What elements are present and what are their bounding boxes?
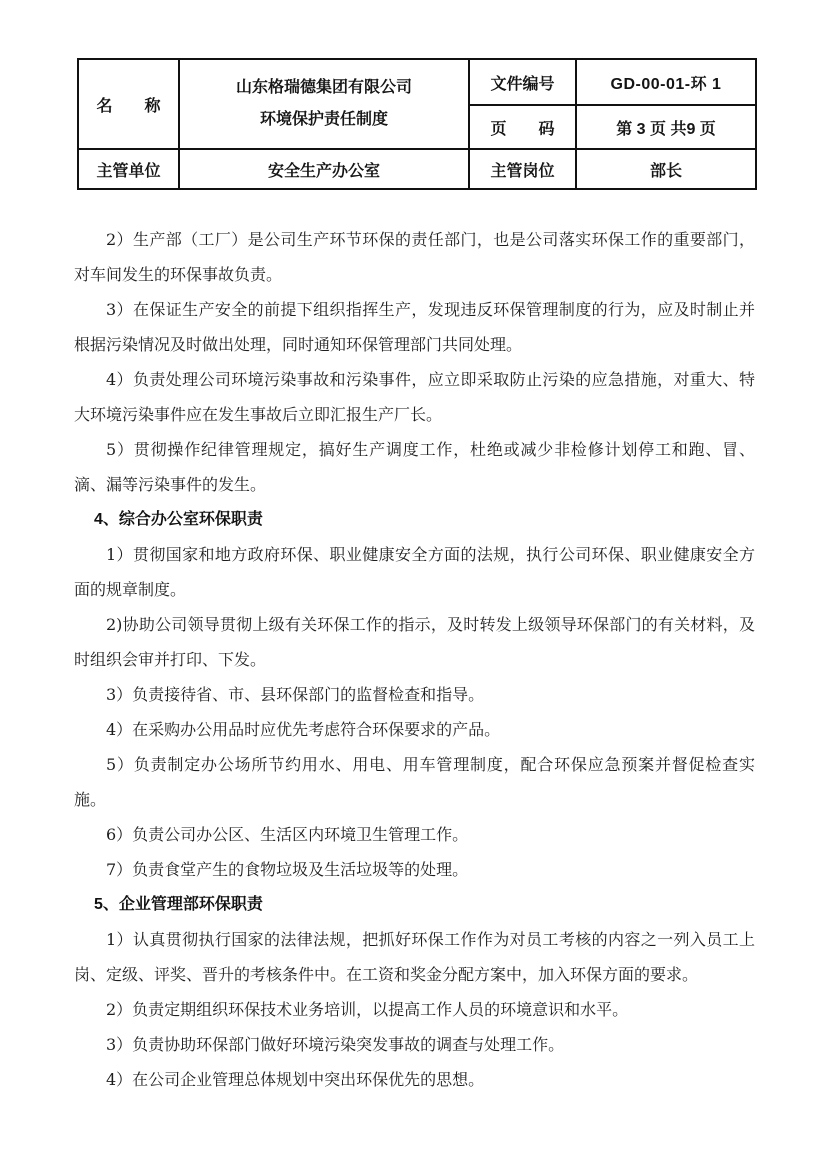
name-label-cell: 名 称 [78, 59, 179, 149]
body-paragraph: 2)协助公司领导贯彻上级有关环保工作的指示，及时转发上级领导环保部门的有关材料，及时组织会审并打印、下发。 [74, 615, 755, 669]
body-paragraph: 3）在保证生产安全的前提下组织指挥生产，发现违反环保管理制度的行为，应及时制止并根据污染情况及时做出处理，同时通知环保管理部门共同处理。 [74, 300, 755, 354]
body-paragraph: 1）贯彻国家和地方政府环保、职业健康安全方面的法规，执行公司环保、职业健康安全方面的规章制度。 [74, 545, 755, 599]
body-paragraph: 7）负责食堂产生的食物垃圾及生活垃圾等的处理。 [106, 860, 469, 879]
document-title-line-2: 环境保护责任制度 [259, 111, 388, 128]
doc-number-label-cell: 文件编号 [469, 59, 576, 105]
body-paragraph: 3）负责协助环保部门做好环境污染突发事故的调查与处理工作。 [106, 1035, 565, 1054]
body-paragraph: 6）负责公司办公区、生活区内环境卫生管理工作。 [106, 825, 469, 844]
section-heading: 5、企业管理部环保职责 [94, 896, 263, 913]
document-title-cell [179, 59, 469, 149]
body-paragraph: 5）负责制定办公场所节约用水、用电、用车管理制度，配合环保应急预案并督促检查实施。 [74, 755, 755, 809]
body-paragraph: 5）贯彻操作纪律管理规定，搞好生产调度工作，杜绝或减少非检修计划停工和跑、冒、滴、漏等污染事件的发生。 [74, 440, 755, 494]
document-header-table [77, 58, 757, 190]
dept-value-cell: 安全生产办公室 [179, 149, 469, 189]
body-paragraph: 1）认真贯彻执行国家的法律法规，把抓好环保工作作为对员工考核的内容之一列入员工上岗、定级、评奖、晋升的考核条件中。在工资和奖金分配方案中，加入环保方面的要求。 [74, 930, 755, 984]
dept-label-cell: 主管单位 [78, 149, 179, 189]
document-title-line-1: 山东格瑞德集团有限公司 [235, 79, 412, 96]
document-body [74, 222, 755, 1097]
page-number-label-cell: 页 码 [469, 105, 576, 149]
body-paragraph: 2）生产部（工厂）是公司生产环节环保的责任部门，也是公司落实环保工作的重要部门，对车间发生的环保事故负责。 [74, 230, 755, 284]
body-paragraph: 3）负责接待省、市、县环保部门的监督检查和指导。 [106, 685, 485, 704]
section-heading: 4、综合办公室环保职责 [94, 511, 263, 528]
body-paragraph: 4）在采购办公用品时应优先考虑符合环保要求的产品。 [106, 720, 501, 739]
post-value-cell: 部长 [576, 149, 756, 189]
body-paragraph: 4）在公司企业管理总体规划中突出环保优先的思想。 [106, 1070, 485, 1089]
body-paragraph: 2）负责定期组织环保技术业务培训，以提高工作人员的环境意识和水平。 [106, 1000, 629, 1019]
body-paragraph: 4）负责处理公司环境污染事故和污染事件，应立即采取防止污染的应急措施，对重大、特大环境污染事件应在发生事故后立即汇报生产厂长。 [74, 370, 755, 424]
page-number-value-cell: 第 3 页 共9 页 [576, 105, 756, 149]
doc-number-value-cell: GD-00-01-环 1 [576, 59, 756, 105]
post-label-cell: 主管岗位 [469, 149, 576, 189]
